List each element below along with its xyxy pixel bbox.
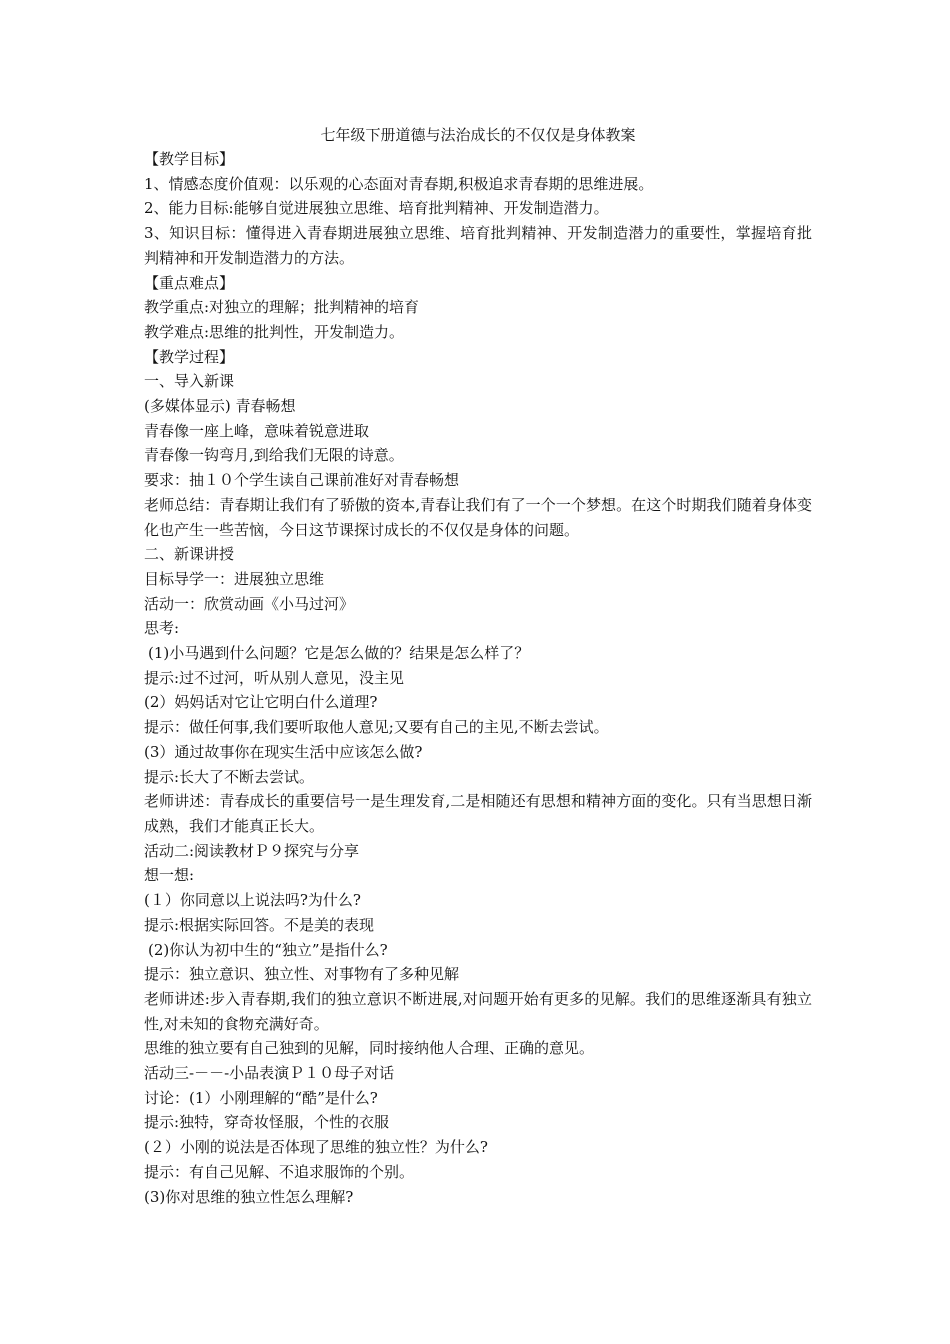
- text-line: 活动二:阅读教材Ｐ９探究与分享: [144, 841, 360, 860]
- document-page: [144, 123, 812, 1209]
- text-line: 老师总结：青春期让我们有了骄傲的资本,青春让我们有了一个一个梦想。在这个时期我们随着身体变化也产生一些苦恼，今日这节课探讨成长的不仅仅是身体的问题。: [144, 495, 812, 539]
- text-line: 老师讲述：青春成长的重要信号一是生理发育,二是相随还有思想和精神方面的变化。只有当思想日渐成熟，我们才能真正长大。: [144, 792, 812, 835]
- text-line: 目标导学一：进展独立思维: [144, 569, 325, 588]
- text-line: 老师讲述:步入青春期,我们的独立意识不断进展,对问题开始有更多的见解。我们的思维逐渐具有独立性,对未知的食物充满好奇。: [144, 989, 812, 1033]
- text-line: (２）小刚的说法是否体现了思维的独立性？为什么?: [144, 1138, 488, 1157]
- text-line: 提示:根据实际回答。不是美的表现: [144, 915, 375, 934]
- text-line: 青春像一钩弯月,到给我们无限的诗意。: [144, 446, 404, 465]
- text-line: 一、导入新课: [144, 372, 235, 391]
- text-line: (3)你对思维的独立性怎么理解?: [144, 1187, 354, 1206]
- text-line: 【教学目标】: [144, 150, 235, 168]
- text-line: 2、能力目标:能够自觉进展独立思维、培育批判精神、开发制造潜力。: [144, 199, 609, 218]
- text-line: (2）妈妈话对它让它明白什么道理?: [144, 693, 378, 712]
- text-line: 提示：做任何事,我们要听取他人意见;又要有自己的主见,不断去尝试。: [144, 718, 609, 737]
- text-line: 讨论：(1）小刚理解的“酷”是什么?: [144, 1088, 378, 1107]
- text-line: (2)你认为初中生的“独立”是指什么?: [148, 940, 388, 959]
- text-line: 教学重点:对独立的理解；批判精神的培育: [144, 298, 420, 317]
- text-line: 3、知识目标：懂得进入青春期进展独立思维、培育批判精神、开发制造潜力的重要性，掌握培育批判精神和开发制造潜力的方法。: [144, 224, 812, 267]
- text-line: (3）通过故事你在现实生活中应该怎么做?: [144, 742, 423, 761]
- text-line: 要求：抽１０个学生读自己课前准好对青春畅想: [144, 471, 460, 490]
- text-line: 提示:长大了不断去尝试。: [144, 767, 315, 786]
- text-line: 青春像一座上峰，意味着锐意进取: [144, 421, 370, 440]
- text-line: 提示:过不过河，听从别人意见，没主见: [144, 668, 405, 687]
- text-line: 活动三-－－-小品表演Ｐ１０母子对话: [144, 1064, 395, 1083]
- text-line: 想一想:: [144, 866, 195, 885]
- text-line: 提示：独立意识、独立性、对事物有了多种见解: [144, 965, 460, 984]
- text-line: 思考:: [144, 619, 180, 638]
- text-line: (1)小马遇到什么问题？它是怎么做的？结果是怎么样了？: [148, 644, 530, 663]
- document-body: [144, 147, 812, 1209]
- text-line: 提示:独特，穿奇妆怪服，个性的衣服: [144, 1113, 390, 1132]
- text-line: 二、新课讲授: [144, 545, 235, 564]
- text-line: 思维的独立要有自己独到的见解，同时接纳他人合理、正确的意见。: [144, 1039, 595, 1058]
- text-line: 1、情感态度价值观：以乐观的心态面对青春期,积极追求青春期的思维进展。: [144, 174, 654, 193]
- text-line: 【教学过程】: [144, 347, 235, 366]
- text-line: (多媒体显示) 青春畅想: [144, 397, 296, 416]
- text-line: 提示：有自己见解、不追求服饰的个别。: [144, 1162, 415, 1181]
- text-line: 活动一：欣赏动画《小马过河》: [144, 594, 355, 613]
- text-line: (１）你同意以上说法吗?为什么?: [144, 891, 361, 910]
- text-line: 教学难点:思维的批判性，开发制造力。: [144, 322, 405, 341]
- text-line: 【重点难点】: [144, 273, 235, 292]
- document-title: 七年级下册道德与法治成长的不仅仅是身体教案: [320, 126, 636, 144]
